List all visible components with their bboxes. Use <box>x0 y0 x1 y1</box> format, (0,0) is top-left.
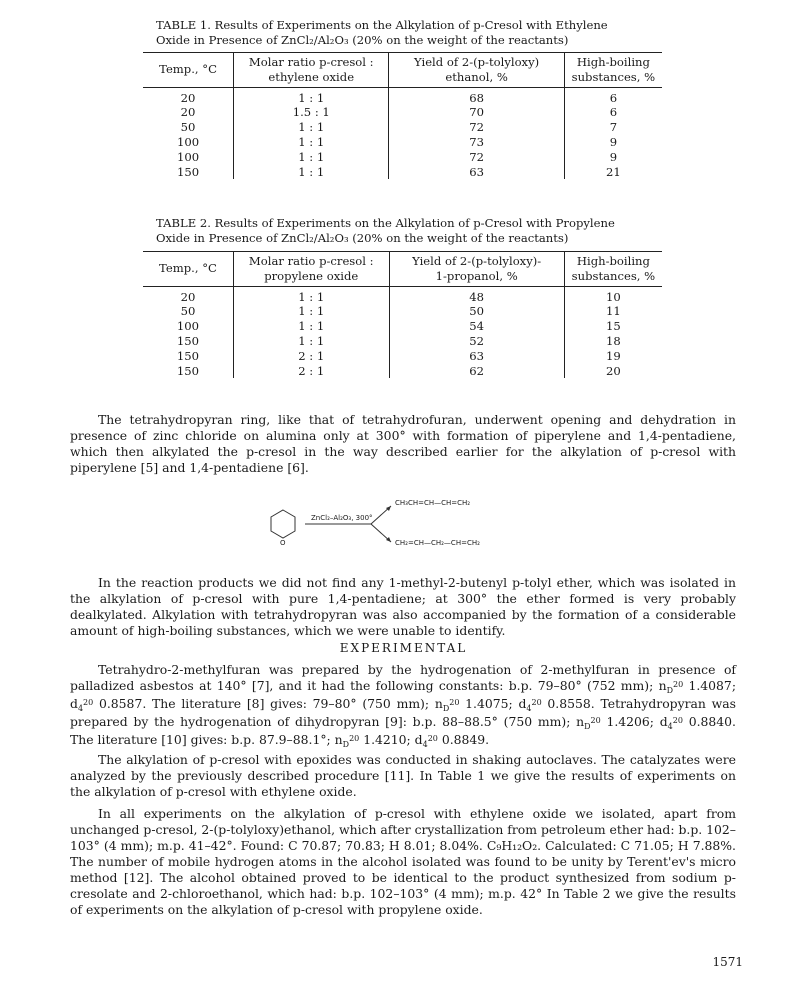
table2-caption-line2: Oxide in Presence of ZnCl₂/Al₂O₃ (20% on the weight of the reactants) <box>156 231 569 245</box>
table-cell: 54 <box>389 319 564 334</box>
table-cell: 1 : 1 <box>234 135 389 150</box>
text-run: Tetrahydro-2-methylfuran was prepared by the hydrogenation of 2-methylfuran in presence of palladized asbestos at 140° [7], and it had the following constants: b.p. 79–80° (752 mm); n <box>70 662 736 693</box>
table-row <box>143 349 662 364</box>
reaction-conditions-label: ZnCl₂–Al₂O₃, 300° <box>311 514 373 522</box>
superscript: 20 <box>672 716 683 725</box>
product-piperylene: CH₃CH=CH—CH=CH₂ <box>395 499 471 507</box>
table-cell: 1.5 : 1 <box>234 105 389 120</box>
table2 <box>143 251 662 378</box>
table-row <box>143 286 662 304</box>
table-cell: 20 <box>180 289 196 304</box>
table-cell: 150 <box>176 363 200 378</box>
table-cell: 72 <box>389 150 564 165</box>
table2-header-yield: Yield of 2-(p-tolyloxy)- 1-propanol, % <box>389 252 564 287</box>
table-cell: 62 <box>389 364 564 379</box>
table-cell: 1 : 1 <box>234 120 389 135</box>
table-cell: 72 <box>389 120 564 135</box>
text-run: 1.4206; d <box>600 714 668 729</box>
subscript: 4 <box>667 722 673 731</box>
paragraph-text: The tetrahydropyran ring, like that of tetrahydrofuran, underwent opening and dehydration in presence of zinc chloride on alumina only at 300° with formation of piperylene and 1,4-pentadiene, which then alkylated the p-cresol in the way described earlier for the alkylation of p-cresol with piperylene [5] and 1,4-pentadiene [6]. <box>70 412 736 475</box>
text-run: 0.8587. The literature [8] gives: 79–80° (750 mm); n <box>93 696 443 711</box>
text-run: 0.8558. Tetrahydropyran was prepared by the hydrogenation of dihydropyran [9]: b.p. 88–88.5° (750 mm); n <box>70 696 737 729</box>
text-run: 0.8840. The literature [10] gives: b.p. 87.9–88.1°; n <box>70 714 736 747</box>
paragraph-text: The alkylation of p-cresol with epoxides was conducted in shaking autoclaves. The catalyzates were analyzed by the previously described procedure [11]. In Table 1 we give the results of experiments on the alkylation of p-cresol with ethylene oxide. <box>70 752 736 799</box>
table-cell: 10 <box>564 286 662 304</box>
table-cell: 150 <box>176 348 200 363</box>
subscript: 4 <box>526 704 532 713</box>
text-run: 1.4210; d <box>359 732 423 747</box>
paragraph-ethylene-oxide-results <box>70 806 736 918</box>
table2-header-row <box>143 252 662 287</box>
table-cell: 1 : 1 <box>233 319 389 334</box>
table-row <box>143 135 662 150</box>
table-row <box>143 304 662 319</box>
subscript: 4 <box>422 740 428 749</box>
text-run: 0.8849. <box>437 732 490 747</box>
table-cell: 20 <box>564 364 662 379</box>
superscript: 20 <box>672 680 684 689</box>
text-run: 1.4087; d <box>70 678 736 711</box>
table-cell: 63 <box>389 349 564 364</box>
table-cell: 63 <box>389 165 564 180</box>
table2-caption-line1: TABLE 2. Results of Experiments on the Alkylation of p-Cresol with Propylene <box>156 216 615 230</box>
table-cell: 150 <box>176 333 200 348</box>
table2-header-highboiling: High-boiling substances, % <box>564 252 662 287</box>
table-cell: 6 <box>564 87 662 105</box>
table-cell: 6 <box>564 105 662 120</box>
product-pentadiene: CH₂=CH—CH₂—CH=CH₂ <box>395 539 480 547</box>
table-cell: 100 <box>176 149 200 164</box>
table-cell: 50 <box>180 304 196 319</box>
table-cell: 1 : 1 <box>234 87 389 105</box>
paragraph-tetrahydropyran <box>70 412 736 476</box>
table-cell: 1 : 1 <box>234 150 389 165</box>
paragraph-reaction-products <box>70 575 736 639</box>
table-cell: 21 <box>564 165 662 180</box>
superscript: 20 <box>590 716 601 725</box>
text-run: 1.4075; d <box>459 696 527 711</box>
table1-header-ratio: Molar ratio p-cresol : ethylene oxide <box>234 53 389 88</box>
table-cell: 20 <box>180 90 196 105</box>
table-cell: 9 <box>564 135 662 150</box>
table-row <box>143 165 662 180</box>
subscript: D <box>666 686 673 695</box>
table-cell: 1 : 1 <box>233 304 389 319</box>
table1-header-highboiling: High-boiling substances, % <box>564 53 662 88</box>
table-cell: 15 <box>564 319 662 334</box>
table-row <box>143 87 662 105</box>
table2-header-ratio: Molar ratio p-cresol : propylene oxide <box>233 252 389 287</box>
table1-caption-line1: TABLE 1. Results of Experiments on the Alkylation of p-Cresol with Ethylene <box>156 18 608 32</box>
table-cell: 1 : 1 <box>233 334 389 349</box>
superscript: 20 <box>83 698 94 707</box>
paragraph-text: In all experiments on the alkylation of p-cresol with ethylene oxide we isolated, apart from unchanged p-cresol, 2-(p-tolyloxy)ethanol, which after crystallization from petroleum ether had: b.p. 102–103° (4 mm); m.p. 41–42°. Found: C 70.87; 70.83; H 8.01; 8.04%. C₉H₁₂O₂. Calculated: C 71.05; H 7.88%. The number of mobile hydrogen atoms in the alcohol isolated was found to be unity by Terent'ev's micro method [12]. The alcohol obtained proved to be identical to the product synthesized from sodium p-cresolate and 2-chloroethanol, which had: b.p. 102–103° (4 mm); m.p. 42° In Table 2 we give the results of experiments on the alkylation of p-cresol with propylene oxide. <box>70 806 736 917</box>
table-cell: 68 <box>389 87 564 105</box>
superscript: 20 <box>349 734 360 743</box>
paragraph-text: In the reaction products we did not find any 1-methyl-2-butenyl p-tolyl ether, which was isolated in the alkylation of p-cresol with pure 1,4-pentadiene; at 300° the ether formed is very probably dealkylated. Alkylation with tetrahydropyran was also accompanied by the formation of a considerable amount of high-boiling substances, which we were unable to identify. <box>70 575 736 638</box>
tetrahydropyran-ring-icon <box>271 510 295 538</box>
table-row <box>143 150 662 165</box>
table-cell: 2 : 1 <box>233 364 389 379</box>
superscript: 20 <box>427 734 438 743</box>
table-row <box>143 120 662 135</box>
table2-header-temp: Temp., °C <box>143 252 233 287</box>
table-cell: 1 : 1 <box>234 165 389 180</box>
subscript: D <box>584 722 591 731</box>
table-row <box>143 334 662 349</box>
reaction-scheme <box>255 496 535 564</box>
table2-caption <box>156 216 676 246</box>
table-cell: 11 <box>564 304 662 319</box>
table1-caption <box>156 18 676 48</box>
table-cell: 73 <box>389 135 564 150</box>
page-number: 1571 <box>712 955 743 969</box>
table-cell: 20 <box>180 105 196 120</box>
subscript: D <box>442 704 450 713</box>
table-cell: 48 <box>389 286 564 304</box>
table1-header-yield: Yield of 2-(p-tolyloxy) ethanol, % <box>389 53 564 88</box>
table-cell: 70 <box>389 105 564 120</box>
ring-oxygen-label: O <box>280 539 286 547</box>
table-row <box>143 319 662 334</box>
table-row <box>143 105 662 120</box>
table1-header-row <box>143 53 662 88</box>
table-cell: 50 <box>180 120 196 135</box>
table-row <box>143 364 662 379</box>
subscript: 4 <box>77 704 84 713</box>
table-cell: 1 : 1 <box>233 286 389 304</box>
table-cell: 9 <box>564 150 662 165</box>
paragraph-autoclaves <box>70 752 736 800</box>
table1-header-temp: Temp., °C <box>143 53 234 88</box>
table-cell: 7 <box>564 120 662 135</box>
table1 <box>143 52 662 179</box>
table-cell: 50 <box>389 304 564 319</box>
table-cell: 150 <box>176 164 200 179</box>
table1-caption-line2: Oxide in Presence of ZnCl₂/Al₂O₃ (20% on the weight of the reactants) <box>156 33 569 47</box>
table-cell: 100 <box>176 134 200 149</box>
table-cell: 18 <box>564 334 662 349</box>
subscript: D <box>342 740 350 749</box>
table-cell: 2 : 1 <box>233 349 389 364</box>
table-cell: 100 <box>176 319 200 334</box>
table-cell: 19 <box>564 349 662 364</box>
superscript: 20 <box>449 698 460 707</box>
table-cell: 52 <box>389 334 564 349</box>
paragraph-preparation <box>70 662 736 750</box>
section-heading-experimental: EXPERIMENTAL <box>339 641 468 655</box>
superscript: 20 <box>531 698 542 707</box>
